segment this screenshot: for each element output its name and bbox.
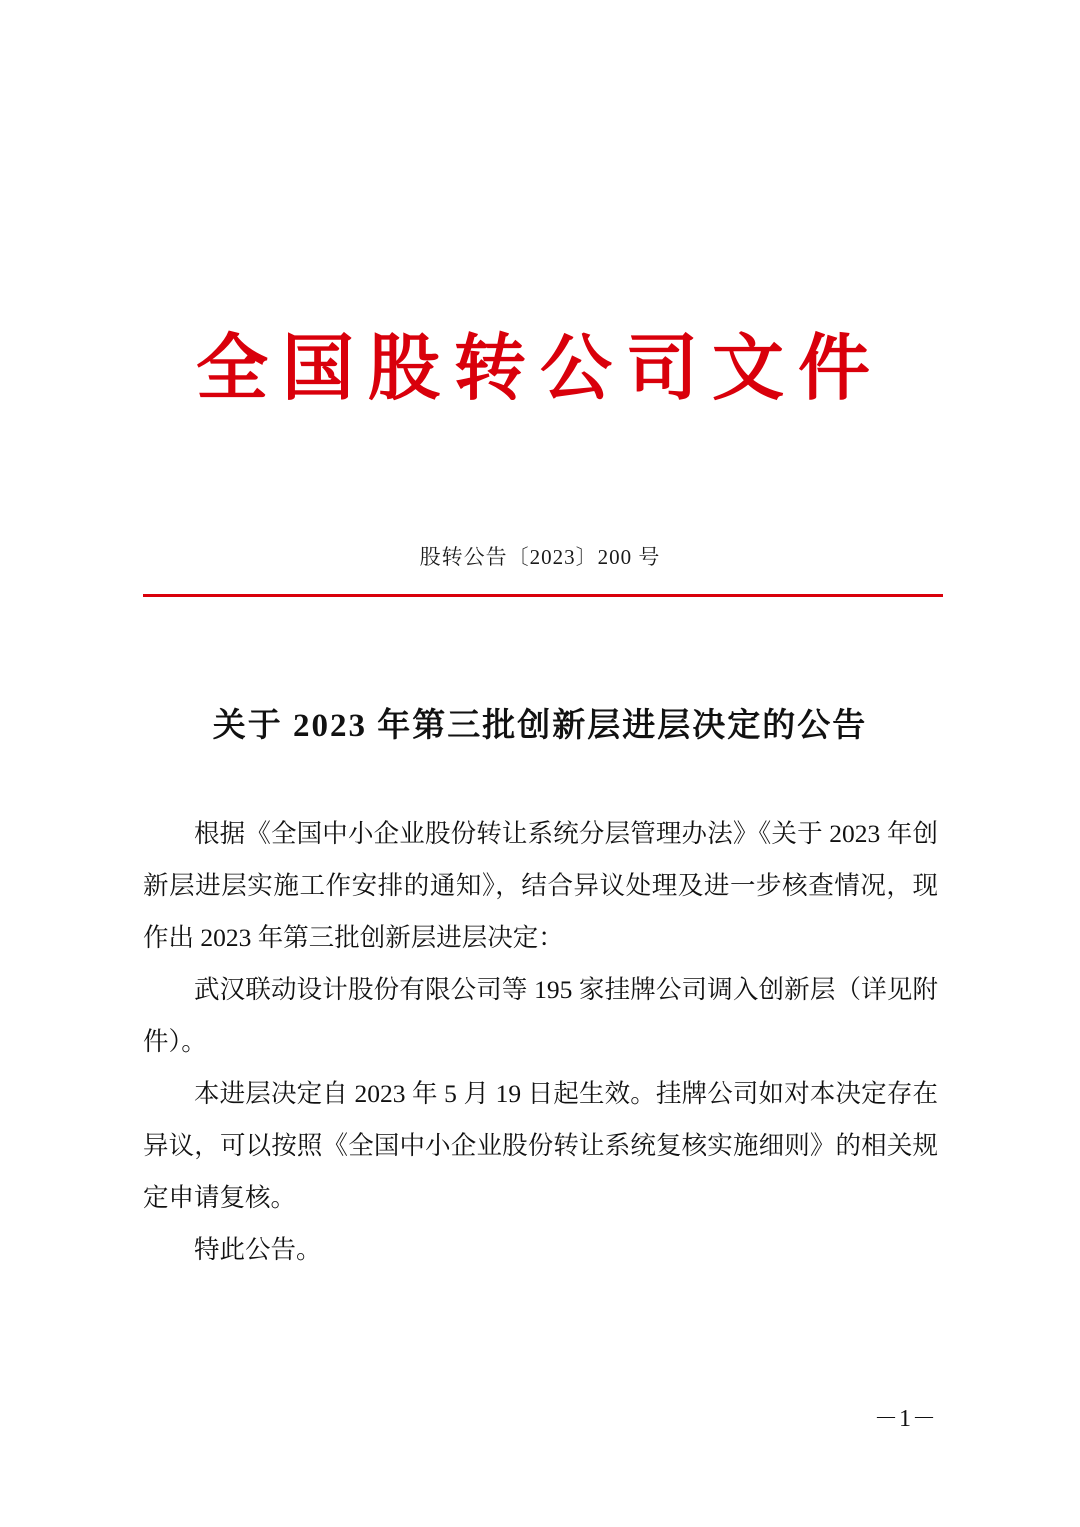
body-paragraph: 本进层决定自 2023 年 5 月 19 日起生效。挂牌公司如对本决定存在异议，可以按照《全国中小企业股份转让系统复核实施细则》的相关规定申请复核。: [143, 1079, 938, 1212]
document-number: 股转公告〔2023〕200 号: [419, 545, 661, 569]
document-body: [143, 808, 938, 1276]
masthead-title: 全国股转公司文件: [195, 329, 884, 409]
red-divider-rule: [143, 594, 943, 597]
body-paragraph: 武汉联动设计股份有限公司等 195 家挂牌公司调入创新层（详见附件）。: [143, 975, 938, 1056]
page-title: 关于 2023 年第三批创新层进层决定的公告: [212, 708, 868, 744]
page-number: －1－: [874, 1406, 937, 1432]
body-paragraph: 特此公告。: [194, 1235, 322, 1264]
document-masthead: [0, 330, 1080, 409]
body-paragraph: 根据《全国中小企业股份转让系统分层管理办法》《关于 2023 年创新层进层实施工作安排的通知》，结合异议处理及进一步核查情况，现作出 2023 年第三批创新层进层决定：: [143, 819, 938, 952]
